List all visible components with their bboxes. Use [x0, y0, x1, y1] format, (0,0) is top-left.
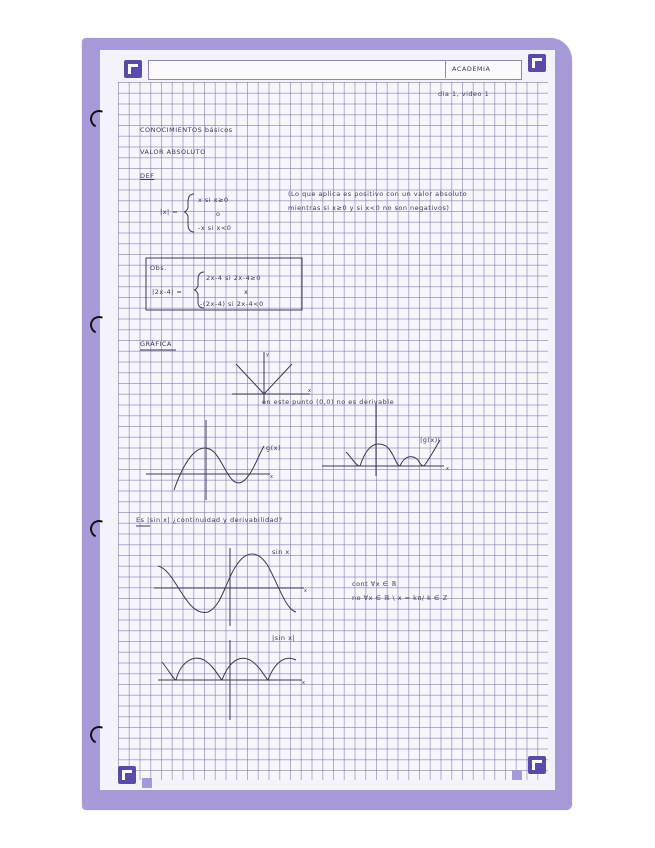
graph-note: en este punto (0,0) no es derivable [262, 398, 395, 406]
abs-gx-curve [346, 440, 440, 466]
header-date: dia 1, video 1 [438, 90, 490, 98]
obs-lhs: |2x-4| = [152, 288, 183, 296]
derivability-line: no ∀x ∈ ℝ \ x = kπ/ k ∈ ℤ [352, 594, 448, 602]
abs-sin-x-tick: x [302, 680, 305, 686]
obs-case3: -(2x-4) si 2x-4<0 [200, 300, 264, 308]
abs-note-line2: mientras si x≥0 y si x<0 no son negativos) [288, 204, 450, 212]
abs-note-line1: (Lo que aplica es positivo con un valor absoluto [288, 190, 468, 198]
gx-x-tick: x [270, 474, 273, 480]
graph-label: GRÁFICA [140, 340, 172, 348]
abs-fx-label: |g(x)| [420, 436, 441, 444]
gx-curve [174, 446, 264, 490]
sin-curve [158, 554, 296, 613]
abs-gx-x-tick: x [446, 466, 449, 472]
sin-label: sin x [272, 548, 290, 556]
header-subject: ACADEMIA [452, 65, 491, 73]
abs-case2: o [216, 210, 221, 218]
obs-label: Obs. [150, 264, 167, 272]
abs-graph-x-tick: x [308, 388, 311, 394]
question-text: Es |sin x| ¿continuidad y derivabilidad? [136, 516, 283, 524]
abs-sin-curve [162, 658, 296, 680]
note-title: CONOCIMIENTOS básicos [140, 126, 233, 134]
obs-box [146, 258, 302, 310]
sin-x-tick: x [304, 588, 307, 594]
note-subtitle: VALOR ABSOLUTO [140, 148, 206, 156]
obs-case2: x [244, 288, 249, 296]
abs-brace [184, 194, 194, 232]
obs-case1: 2x-4 si 2x-4≥0 [206, 274, 261, 282]
abs-graph-y-tick: y [266, 352, 269, 358]
abs-case3: -x si x<0 [198, 224, 232, 232]
continuity-line: cont ∀x ∈ ℝ [352, 580, 398, 588]
obs-brace [194, 272, 204, 308]
abs-sin-label: |sin x| [272, 634, 296, 642]
abs-case1: x si x≥0 [198, 196, 229, 204]
def-label: DEF [140, 172, 155, 180]
fx-label: g(x) [266, 444, 282, 452]
abs-lhs: |x| = [160, 208, 179, 216]
